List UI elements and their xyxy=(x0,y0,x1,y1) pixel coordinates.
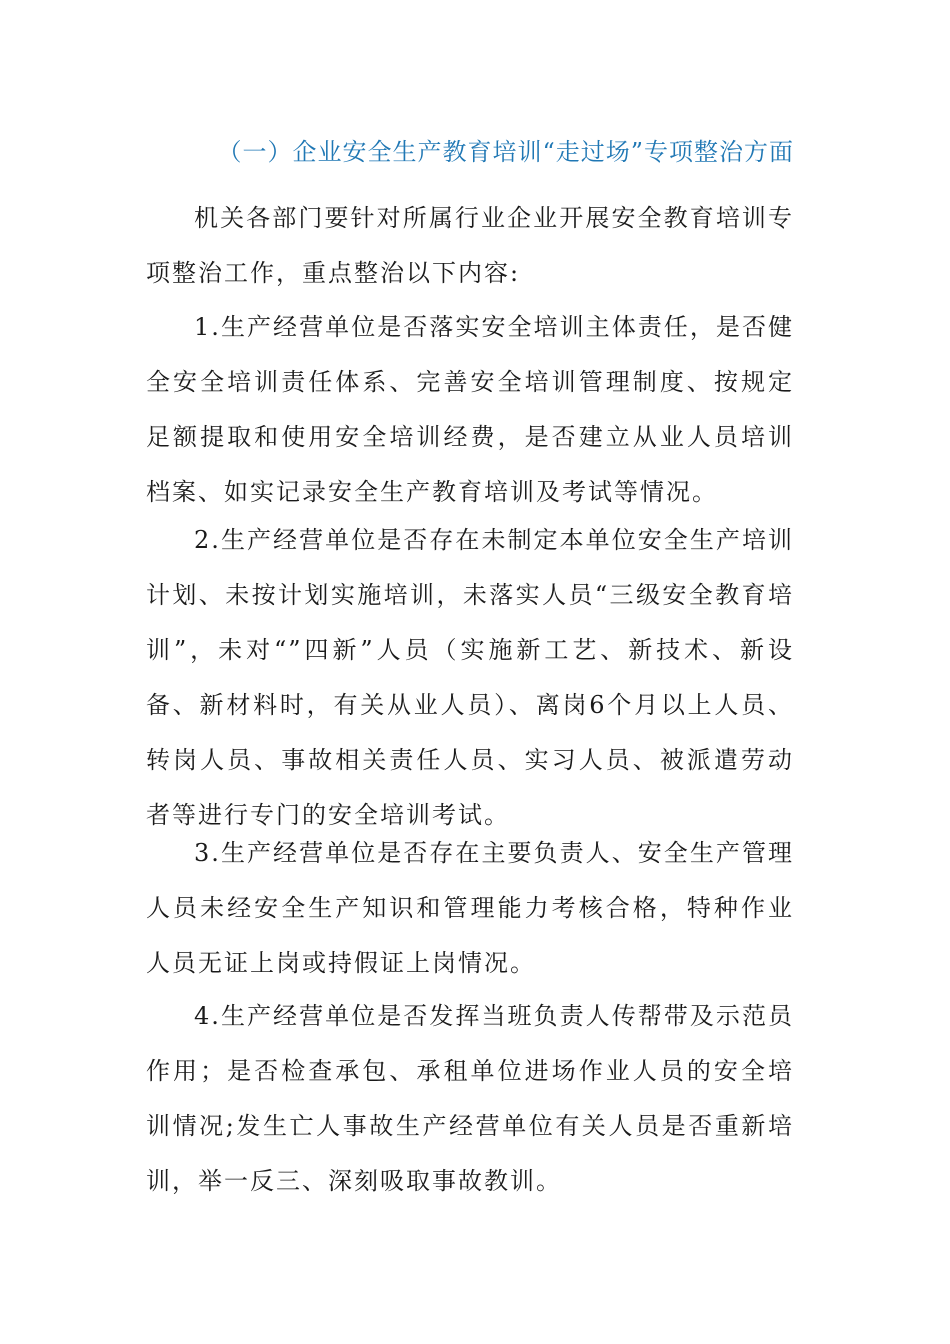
intro-paragraph: 机关各部门要针对所属行业企业开展安全教育培训专项整治工作，重点整治以下内容: xyxy=(146,204,794,287)
item-2-paragraph: 2.生产经营单位是否存在未制定本单位安全生产培训计划、未按计划实施培训，未落实人员“三级安全教育培训”，未对“”四新”人员（实施新工艺、新技术、新设备、新材料时，有关从业人员）、离岗6个月以上人员、转岗人员、事故相关责任人员、实习人员、被派遣劳动者等进行专门的安全培训考试。 xyxy=(146,526,794,829)
item-1-paragraph: 1.生产经营单位是否落实安全培训主体责任，是否健全安全培训责任体系、完善安全培训管理制度、按规定足额提取和使用安全培训经费，是否建立从业人员培训档案、如实记录安全生产教育培训及考试等情况。 xyxy=(146,313,794,506)
item-4-paragraph: 4.生产经营单位是否发挥当班负责人传帮带及示范员作用；是否检查承包、承租单位进场作业人员的安全培训情况;发生亡人事故生产经营单位有关人员是否重新培训，举一反三、深刻吸取事故教训。 xyxy=(146,1002,794,1195)
section-heading: （一）企业安全生产教育培训“走过场”专项整治方面 xyxy=(217,138,794,166)
item-3-paragraph: 3.生产经营单位是否存在主要负责人、安全生产管理人员未经安全生产知识和管理能力考核合格，特种作业人员无证上岗或持假证上岗情况。 xyxy=(146,839,794,977)
